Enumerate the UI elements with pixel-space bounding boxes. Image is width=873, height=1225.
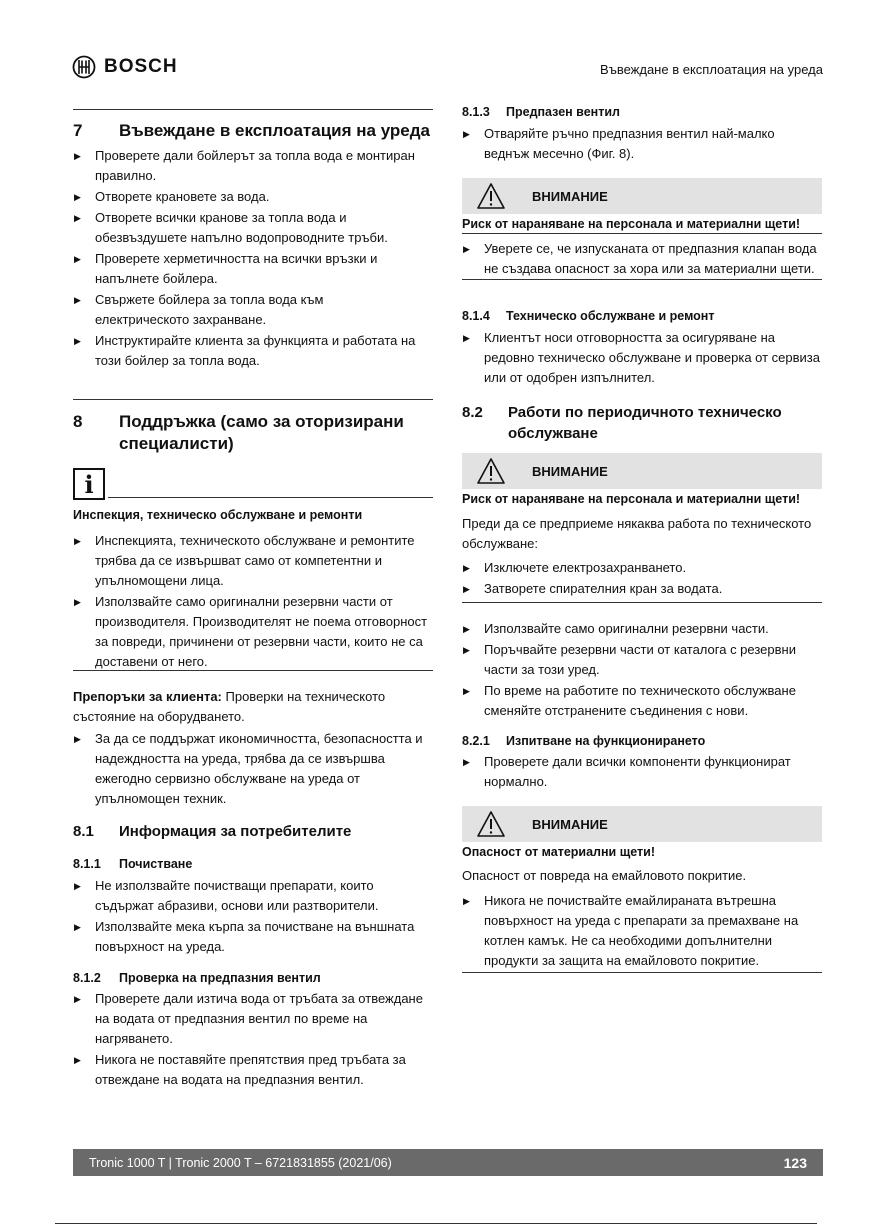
list-item: ▶ Никога не почиствайте емайлираната вътрешна повърхност на уреда с препарати за премахване на котлен камък. Не са необходими допълнителни продукти за защита на емайловото покритие. — [462, 891, 807, 971]
section-8-1-heading — [73, 821, 433, 842]
list-item: ▶ Затворете спирателния кран за водата. — [462, 579, 822, 599]
list-item: ▶ Уверете се, че изпусканата от предпазния клапан вода не създава опасност за хора или за материални щети. — [462, 239, 822, 279]
info-heading: Инспекция, техническо обслужване и ремонти — [73, 508, 363, 522]
warning-heading: Риск от нараняване на персонала и материални щети! — [462, 492, 801, 506]
section-number: 8.2 — [462, 404, 483, 421]
warning-label: ВНИМАНИЕ — [532, 463, 608, 479]
brand-name: BOSCH — [104, 56, 178, 77]
section-title: Поддръжка (само за оторизирани специалисти) — [119, 412, 404, 453]
section-7-list — [73, 146, 418, 372]
section-number: 7 — [73, 121, 83, 140]
divider — [462, 602, 822, 603]
warning-heading: Риск от нараняване на персонала и материални щети! — [462, 217, 801, 231]
list-item: ▶ Проверете дали бойлерът за топла вода е монтиран правилно. — [73, 146, 418, 186]
section-8-1-2-list — [73, 989, 435, 1091]
section-number: 8.2.1 — [462, 734, 490, 748]
warning-heading: Опасност от материални щети! — [462, 845, 655, 859]
recommendation-text: Проверки на техническото състояние на оборудването. — [73, 689, 386, 724]
section-number: 8.1.1 — [73, 857, 101, 871]
section-8-2-heading — [462, 402, 802, 444]
recommendation-label: Препоръки за клиента: — [73, 689, 222, 704]
warning-icon — [476, 810, 506, 838]
list-item: ▶ Отворете крановете за вода. — [73, 187, 418, 207]
section-title: Работи по периодичното техническо обслужване — [508, 404, 782, 442]
divider — [462, 233, 822, 234]
warning-text: Преди да се предприеме някаква работа по техническото обслужване: — [462, 516, 812, 551]
list-item: ▶ Използвайте само оригинални резервни части. — [462, 619, 822, 639]
warning-label: ВНИМАНИЕ — [532, 188, 608, 204]
list-item: ▶ Проверете дали всички компоненти функционират нормално. — [462, 752, 807, 792]
page-number: 123 — [783, 1154, 807, 1171]
list-item: ▶ Не използвайте почистващи препарати, които съдържат абразиви, основи или разтворители. — [73, 876, 435, 916]
section-8-1-4-heading — [462, 307, 822, 325]
list-item: ▶ Свържете бойлера за топла вода към електрическото захранване. — [73, 290, 418, 330]
info-icon: i — [73, 468, 105, 500]
bosch-armature-icon — [72, 55, 96, 79]
section-8-1-4-list — [462, 328, 822, 389]
section-7-heading — [73, 120, 433, 142]
divider — [462, 972, 822, 973]
list-item: ▶ Поръчвайте резервни части от каталога с резервни части за този уред. — [462, 640, 822, 680]
list-item: ▶ По време на работите по техническото обслужване сменяйте отстранените съединения с нови. — [462, 681, 822, 721]
list-item: ▶ Използвайте само оригинални резервни части от производителя. Производителят не поема отговорност за повреди, причинени от резервни части, които не са доставени от него. — [73, 592, 433, 672]
warning-label: ВНИМАНИЕ — [532, 816, 608, 832]
section-title: Проверка на предпазния вентил — [119, 971, 321, 985]
warning-icon — [476, 457, 506, 485]
warning-bar — [462, 178, 822, 214]
list-item: ▶ Отворете всички кранове за топла вода и обезвъздушете напълно водопроводните тръби. — [73, 208, 418, 248]
warning-bar — [462, 806, 822, 842]
running-header: Въвеждане в експлоатация на уреда — [600, 62, 823, 77]
section-title: Въвеждане в експлоатация на уреда — [119, 121, 431, 140]
list-item: ▶ Никога не поставяйте препятствия пред тръбата за отвеждане на водата на предпазния вентил. — [73, 1050, 435, 1090]
bosch-logo — [72, 55, 178, 79]
section-number: 8.1 — [73, 823, 94, 840]
section-number: 8 — [73, 412, 83, 431]
section-title: Техническо обслужване и ремонт — [506, 309, 715, 323]
section-title: Информация за потребителите — [119, 823, 352, 840]
section-8-1-3-heading — [462, 103, 822, 121]
list-item: ▶ Проверете херметичността на всички връзки и напълнете бойлера. — [73, 249, 418, 289]
info-list — [73, 531, 433, 673]
list-item: ▶ Отваряйте ръчно предпазния вентил най-малко веднъж месечно (Фиг. 8). — [462, 124, 822, 164]
footer-text: Tronic 1000 T | Tronic 2000 T – 6721831855 (2021/06) — [89, 1155, 392, 1170]
section-title: Изпитване на функционирането — [506, 734, 706, 748]
section-number: 8.1.4 — [462, 309, 490, 323]
warning-text: Опасност от повреда на емайловото покритие. — [462, 868, 747, 883]
divider — [73, 109, 433, 110]
list-item: ▶ Инспекцията, техническото обслужване и ремонтите трябва да се извършват само от компетентни и упълномощени лица. — [73, 531, 433, 591]
section-8-heading — [73, 411, 418, 455]
section-title: Почистване — [119, 857, 193, 871]
section-8-1-3-list — [462, 124, 822, 165]
section-number: 8.1.2 — [73, 971, 101, 985]
divider — [73, 670, 433, 671]
divider — [108, 497, 433, 498]
divider — [73, 399, 433, 400]
warning-list — [462, 891, 807, 972]
divider — [462, 279, 822, 280]
recommendation-paragraph — [73, 687, 418, 727]
section-8-1-1-heading — [73, 855, 433, 873]
list-item: ▶ Проверете дали изтича вода от тръбата за отвеждане на водата от предпазния вентил по време на нагряването. — [73, 989, 435, 1049]
recommendation-list — [73, 729, 423, 810]
section-8-2-list — [462, 619, 822, 722]
section-8-1-2-heading — [73, 969, 433, 987]
list-item: ▶ Изключете електрозахранването. — [462, 558, 822, 578]
list-item: ▶ Инструктирайте клиента за функцията и работата на този бойлер за топла вода. — [73, 331, 418, 371]
section-8-2-1-list — [462, 752, 807, 793]
list-item: ▶ Използвайте мека кърпа за почистване на външната повърхност на уреда. — [73, 917, 435, 957]
list-item: ▶ За да се поддържат икономичността, безопасността и надеждността на уреда, трябва да се извършва ежегодно сервизно обслужване на уреда от упълномощен техник. — [73, 729, 423, 809]
section-8-1-1-list — [73, 876, 435, 958]
warning-list — [462, 558, 822, 600]
list-item: ▶ Клиентът носи отговорността за осигуряване на редовно техническо обслужване и проверка от сервиза или от одобрен изпълнител. — [462, 328, 822, 388]
divider — [55, 1223, 817, 1224]
page-footer — [73, 1149, 823, 1176]
warning-bar — [462, 453, 822, 489]
section-number: 8.1.3 — [462, 105, 490, 119]
warning-icon — [476, 182, 506, 210]
section-8-2-1-heading — [462, 732, 822, 750]
warning-list — [462, 239, 822, 280]
section-title: Предпазен вентил — [506, 105, 620, 119]
